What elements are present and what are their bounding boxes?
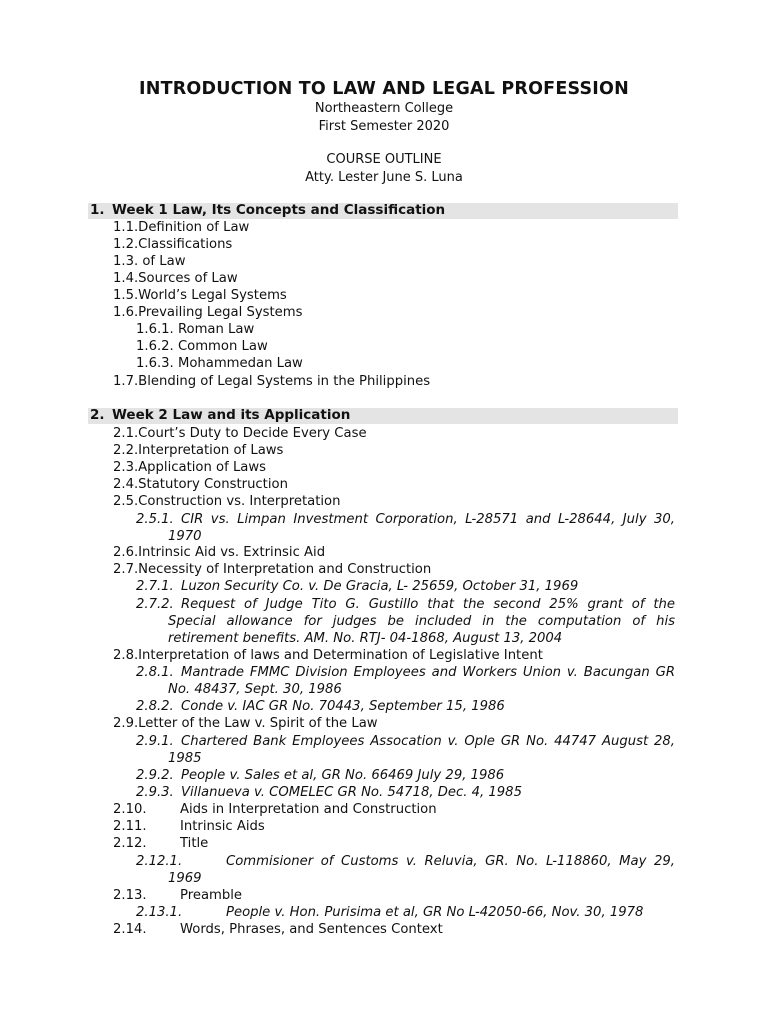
instructor: Atty. Lester June S. Luna xyxy=(305,170,463,185)
outline-item: 2.9.Letter of the Law v. Spirit of the Law xyxy=(113,716,378,731)
case-citation: Chartered Bank Employees Assocation v. Ople GR No. 44747 August 28, xyxy=(181,734,675,749)
week2-heading xyxy=(90,407,350,424)
outline-item: Title xyxy=(180,836,209,851)
outline-item: Preamble xyxy=(180,888,243,903)
week1-heading xyxy=(90,202,445,219)
case-number: 2.8.1. xyxy=(136,665,174,680)
outline-item: 1.7.Blending of Legal Systems in the Philippines xyxy=(113,374,431,389)
case-number: 2.9.3. xyxy=(136,785,174,800)
outline-item: 2.2.Interpretation of Laws xyxy=(113,443,284,458)
case-citation: Villanueva v. COMELEC GR No. 54718, Dec. 4, 1985 xyxy=(181,785,522,800)
case-citation-cont: retirement benefits. AM. No. RTJ- 04-1868, August 13, 2004 xyxy=(168,631,563,646)
outline-subitem: 1.6.2. Common Law xyxy=(136,339,268,354)
case-citation: CIR vs. Limpan Investment Corporation, L-28571 and L-28644, July 30, xyxy=(181,512,675,527)
outline-number: 2.14. xyxy=(113,922,147,937)
outline-item: 2.7.Necessity of Interpretation and Construction xyxy=(113,562,432,577)
outline-item: Aids in Interpretation and Construction xyxy=(180,802,437,817)
week1-title: Week 1 Law, Its Concepts and Classification xyxy=(112,202,446,218)
case-citation-cont: 1970 xyxy=(168,529,202,544)
outline-subitem: 1.6.3. Mohammedan Law xyxy=(136,356,303,371)
outline-item: 1.2.Classifications xyxy=(113,237,233,252)
week1-number: 1. xyxy=(90,202,105,218)
case-number: 2.7.1. xyxy=(136,579,174,594)
case-number: 2.9.2. xyxy=(136,768,174,783)
semester: First Semester 2020 xyxy=(318,119,450,134)
outline-item: Words, Phrases, and Sentences Context xyxy=(180,922,443,937)
case-number: 2.5.1. xyxy=(136,512,174,527)
doc-type: COURSE OUTLINE xyxy=(326,152,442,167)
case-citation: People v. Hon. Purisima et al, GR No L-42050-66, Nov. 30, 1978 xyxy=(226,905,644,920)
outline-item: 2.4.Statutory Construction xyxy=(113,477,288,492)
week2-title: Week 2 Law and its Application xyxy=(112,407,351,423)
outline-item: 1.3. of Law xyxy=(113,254,186,269)
case-citation-cont: 1969 xyxy=(168,871,202,886)
case-citation: People v. Sales et al, GR No. 66469 July 29, 1986 xyxy=(181,768,505,783)
case-number: 2.12.1. xyxy=(136,854,183,869)
school-name: Northeastern College xyxy=(314,101,454,116)
case-citation-cont: Special allowance for judges be included in the computation of his xyxy=(168,614,675,629)
case-citation-cont: No. 48437, Sept. 30, 1986 xyxy=(168,682,342,697)
case-number: 2.8.2. xyxy=(136,699,174,714)
document-title: INTRODUCTION TO LAW AND LEGAL PROFESSION xyxy=(139,79,629,99)
case-citation-cont: 1985 xyxy=(168,751,202,766)
outline-item: 2.8.Interpretation of laws and Determination of Legislative Intent xyxy=(113,648,543,663)
case-citation: Request of Judge Tito G. Gustillo that the second 25% grant of the xyxy=(181,597,675,612)
week2-number: 2. xyxy=(90,407,105,423)
case-number: 2.9.1. xyxy=(136,734,174,749)
outline-item: 2.6.Intrinsic Aid vs. Extrinsic Aid xyxy=(113,545,326,560)
outline-item: 1.6.Prevailing Legal Systems xyxy=(113,305,303,320)
outline-number: 2.13. xyxy=(113,888,147,903)
case-citation: Mantrade FMMC Division Employees and Workers Union v. Bacungan GR xyxy=(181,665,675,680)
outline-item: 2.1.Court’s Duty to Decide Every Case xyxy=(113,426,367,441)
outline-number: 2.11. xyxy=(113,819,147,834)
case-citation: Conde v. IAC GR No. 70443, September 15, 1986 xyxy=(181,699,505,714)
outline-item: 2.5.Construction vs. Interpretation xyxy=(113,494,341,509)
case-number: 2.7.2. xyxy=(136,597,174,612)
outline-subitem: 1.6.1. Roman Law xyxy=(136,322,255,337)
outline-item: Intrinsic Aids xyxy=(180,819,265,834)
case-number: 2.13.1. xyxy=(136,905,183,920)
outline-number: 2.10. xyxy=(113,802,147,817)
case-citation: Luzon Security Co. v. De Gracia, L- 25659, October 31, 1969 xyxy=(181,579,579,594)
outline-item: 1.4.Sources of Law xyxy=(113,271,238,286)
outline-item: 2.3.Application of Laws xyxy=(113,460,267,475)
outline-item: 1.1.Definition of Law xyxy=(113,220,250,235)
case-citation: Commisioner of Customs v. Reluvia, GR. No. L-118860, May 29, xyxy=(226,854,675,869)
outline-item: 1.5.World’s Legal Systems xyxy=(113,288,287,303)
outline-number: 2.12. xyxy=(113,836,147,851)
